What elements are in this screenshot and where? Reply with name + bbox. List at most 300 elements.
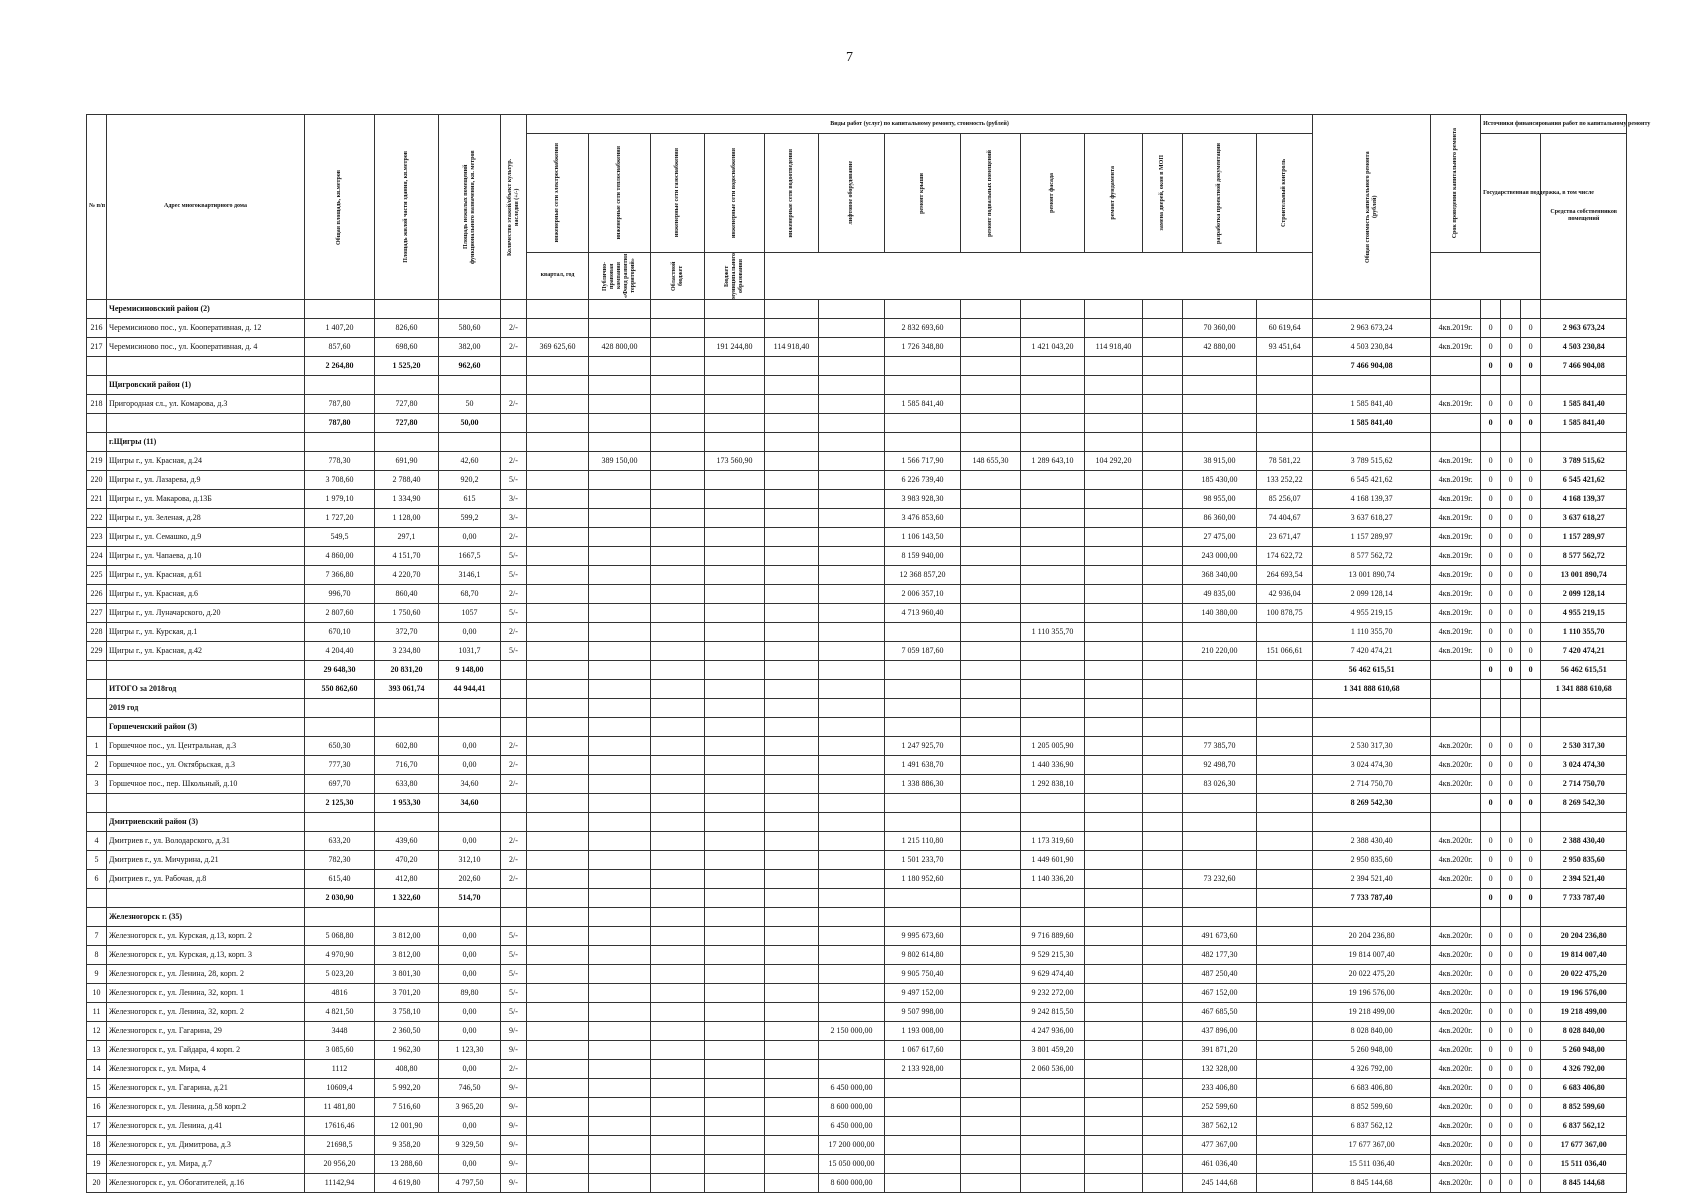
- empty-cell: [819, 717, 885, 736]
- work-cost-cell: [1143, 508, 1183, 527]
- nonres-area-cell: 42,60: [439, 451, 501, 470]
- row-num: 7: [87, 926, 107, 945]
- work-cost-cell: [819, 945, 885, 964]
- fund-1-cell: 0: [1481, 356, 1501, 375]
- work-cost-cell: [819, 831, 885, 850]
- table-row: [87, 641, 1627, 660]
- work-cost-cell: 9 716 889,60: [1021, 926, 1085, 945]
- work-cost-cell: [765, 394, 819, 413]
- nonres-area-cell: 615: [439, 489, 501, 508]
- work-cost-cell: [651, 869, 705, 888]
- work-cost-cell: [705, 774, 765, 793]
- work-cost-cell: 8 600 000,00: [819, 1097, 885, 1116]
- term-unit: квартал, год: [527, 253, 589, 300]
- fund-3-cell: 0: [1521, 318, 1541, 337]
- work-cost-cell: 92 498,70: [1183, 755, 1257, 774]
- total-cost-cell: 5 260 948,00: [1313, 1040, 1431, 1059]
- work-cost-cell: [1085, 679, 1143, 698]
- empty-cell: [305, 698, 375, 717]
- nonres-area-cell: 0,00: [439, 831, 501, 850]
- work-cost-cell: 1 421 043,20: [1021, 337, 1085, 356]
- work-cost-cell: [1085, 641, 1143, 660]
- empty-cell: [1481, 432, 1501, 451]
- work-cost-cell: [705, 831, 765, 850]
- nonres-area-cell: 1667,5: [439, 546, 501, 565]
- work-cost-cell: [651, 337, 705, 356]
- work-cost-cell: [527, 850, 589, 869]
- work-cost-cell: [961, 1078, 1021, 1097]
- work-cost-cell: [819, 527, 885, 546]
- owners-funds-cell: 6 545 421,62: [1541, 470, 1627, 489]
- empty-cell: [501, 698, 527, 717]
- col-work-6: лифтовое оборудование: [819, 134, 885, 253]
- work-cost-cell: [765, 869, 819, 888]
- living-area-cell: 1 322,60: [375, 888, 439, 907]
- owners-funds-cell: 8 845 144,68: [1541, 1173, 1627, 1192]
- owners-funds-cell: 19 814 007,40: [1541, 945, 1627, 964]
- nonres-area-cell: 1057: [439, 603, 501, 622]
- work-cost-cell: 245 144,68: [1183, 1173, 1257, 1192]
- work-cost-cell: [651, 1078, 705, 1097]
- row-num: 216: [87, 318, 107, 337]
- heritage-cell: 2/-: [501, 736, 527, 755]
- work-cost-cell: [1143, 356, 1183, 375]
- term-cell: 4кв.2020г.: [1431, 736, 1481, 755]
- owners-funds-cell: 2 388 430,40: [1541, 831, 1627, 850]
- row-num: 3: [87, 774, 107, 793]
- work-cost-cell: 9 802 614,80: [885, 945, 961, 964]
- fund-1-cell: 0: [1481, 755, 1501, 774]
- total-cost-cell: 8 845 144,68: [1313, 1173, 1431, 1192]
- work-cost-cell: [705, 1021, 765, 1040]
- capital-repair-table-sheet: [86, 114, 1651, 1193]
- empty-cell: [1257, 907, 1313, 926]
- work-cost-cell: [1021, 584, 1085, 603]
- work-cost-cell: 140 380,00: [1183, 603, 1257, 622]
- row-num: 220: [87, 470, 107, 489]
- term-cell: 4кв.2020г.: [1431, 926, 1481, 945]
- work-cost-cell: [1143, 527, 1183, 546]
- work-cost-cell: [819, 679, 885, 698]
- work-cost-cell: [819, 774, 885, 793]
- fund-1-cell: 0: [1481, 1002, 1501, 1021]
- empty-cell: [651, 432, 705, 451]
- section-row: [87, 907, 1627, 926]
- address-cell: Щигры г., ул. Луначарского, д.20: [107, 603, 305, 622]
- work-cost-cell: [1021, 793, 1085, 812]
- total-cost-cell: 8 852 599,60: [1313, 1097, 1431, 1116]
- work-cost-cell: [885, 660, 961, 679]
- work-cost-cell: 487 250,40: [1183, 964, 1257, 983]
- row-num: [87, 375, 107, 394]
- fund-2-cell: 0: [1501, 603, 1521, 622]
- col-num: № п/п: [87, 115, 107, 300]
- section-row: [87, 717, 1627, 736]
- row-num: [87, 299, 107, 318]
- work-cost-cell: [1085, 356, 1143, 375]
- work-cost-cell: [1085, 1040, 1143, 1059]
- total-cost-cell: 2 714 750,70: [1313, 774, 1431, 793]
- empty-cell: [1183, 432, 1257, 451]
- work-cost-cell: [765, 1059, 819, 1078]
- work-cost-cell: [589, 1097, 651, 1116]
- work-cost-cell: [765, 831, 819, 850]
- empty-cell: [651, 698, 705, 717]
- work-cost-cell: [1085, 622, 1143, 641]
- work-cost-cell: 9 242 815,50: [1021, 1002, 1085, 1021]
- work-cost-cell: [705, 527, 765, 546]
- work-cost-cell: [819, 1059, 885, 1078]
- total-cost-cell: 3 024 474,30: [1313, 755, 1431, 774]
- total-area-cell: 29 648,30: [305, 660, 375, 679]
- empty-cell: [1541, 717, 1627, 736]
- work-cost-cell: [819, 660, 885, 679]
- work-cost-cell: [651, 1040, 705, 1059]
- work-cost-cell: [961, 1097, 1021, 1116]
- row-num: 16: [87, 1097, 107, 1116]
- living-area-cell: 393 061,74: [375, 679, 439, 698]
- empty-cell: [1501, 299, 1521, 318]
- work-cost-cell: [1143, 622, 1183, 641]
- owners-funds-cell: 7 733 787,40: [1541, 888, 1627, 907]
- fund-1-cell: 0: [1481, 527, 1501, 546]
- row-num: 12: [87, 1021, 107, 1040]
- empty-cell: [1481, 907, 1501, 926]
- fund-2-cell: 0: [1501, 850, 1521, 869]
- empty-cell: [1521, 812, 1541, 831]
- work-cost-cell: [651, 755, 705, 774]
- empty-cell: [1257, 698, 1313, 717]
- work-cost-cell: [527, 1059, 589, 1078]
- work-cost-cell: [885, 413, 961, 432]
- row-num: 1: [87, 736, 107, 755]
- work-cost-cell: [589, 888, 651, 907]
- nonres-area-cell: 0,00: [439, 755, 501, 774]
- work-cost-cell: 74 404,67: [1257, 508, 1313, 527]
- work-cost-cell: 1 585 841,40: [885, 394, 961, 413]
- section-label: Горшеченский район (3): [107, 717, 305, 736]
- work-cost-cell: [705, 926, 765, 945]
- empty-cell: [885, 812, 961, 831]
- heritage-cell: 5/-: [501, 470, 527, 489]
- owners-funds-cell: 20 022 475,20: [1541, 964, 1627, 983]
- work-cost-cell: [961, 394, 1021, 413]
- work-cost-cell: [765, 1040, 819, 1059]
- fund-3-cell: 0: [1521, 1040, 1541, 1059]
- work-cost-cell: [527, 1135, 589, 1154]
- row-num: 19: [87, 1154, 107, 1173]
- total-cost-cell: 4 955 219,15: [1313, 603, 1431, 622]
- work-cost-cell: [1143, 489, 1183, 508]
- empty-cell: [705, 299, 765, 318]
- work-cost-cell: [651, 983, 705, 1002]
- total-cost-cell: 56 462 615,51: [1313, 660, 1431, 679]
- empty-cell: [1481, 299, 1501, 318]
- work-cost-cell: [1085, 1135, 1143, 1154]
- owners-funds-cell: 2 394 521,40: [1541, 869, 1627, 888]
- empty-cell: [1481, 698, 1501, 717]
- work-cost-cell: [1143, 546, 1183, 565]
- empty-cell: [1431, 375, 1481, 394]
- empty-cell: [501, 907, 527, 926]
- work-cost-cell: [1021, 508, 1085, 527]
- empty-cell: [961, 812, 1021, 831]
- work-cost-cell: [589, 1040, 651, 1059]
- work-cost-cell: [589, 394, 651, 413]
- living-area-cell: 3 758,10: [375, 1002, 439, 1021]
- col-work-12: разработка проектной документации: [1183, 134, 1257, 253]
- fund-1-cell: 0: [1481, 1116, 1501, 1135]
- empty-cell: [527, 698, 589, 717]
- total-area-cell: 787,80: [305, 413, 375, 432]
- work-cost-cell: [961, 318, 1021, 337]
- work-cost-cell: 173 560,90: [705, 451, 765, 470]
- nonres-area-cell: 0,00: [439, 1002, 501, 1021]
- section-label: Железногорск г. (35): [107, 907, 305, 926]
- work-cost-cell: [1257, 1154, 1313, 1173]
- owners-funds-cell: 1 110 355,70: [1541, 622, 1627, 641]
- heritage-cell: 3/-: [501, 489, 527, 508]
- col-work-4: инженерные сети водоснабжения: [705, 134, 765, 253]
- living-area-cell: 372,70: [375, 622, 439, 641]
- work-cost-cell: [1021, 1135, 1085, 1154]
- empty-cell: [527, 299, 589, 318]
- empty-cell: [961, 907, 1021, 926]
- row-num: 5: [87, 850, 107, 869]
- work-cost-cell: [1021, 1154, 1085, 1173]
- term-cell: 4кв.2019г.: [1431, 470, 1481, 489]
- work-cost-cell: [765, 755, 819, 774]
- work-cost-cell: 191 244,80: [705, 337, 765, 356]
- empty-cell: [819, 299, 885, 318]
- section-row: [87, 698, 1627, 717]
- living-area-cell: 727,80: [375, 413, 439, 432]
- work-cost-cell: [1257, 850, 1313, 869]
- work-cost-cell: [589, 603, 651, 622]
- address-cell: Горшечное пос., ул. Центральная, д.3: [107, 736, 305, 755]
- heritage-cell: 9/-: [501, 1097, 527, 1116]
- empty-cell: [1521, 432, 1541, 451]
- work-cost-cell: 77 385,70: [1183, 736, 1257, 755]
- total-cost-cell: 2 530 317,30: [1313, 736, 1431, 755]
- fund-2-cell: 0: [1501, 1078, 1521, 1097]
- total-area-cell: 2 807,60: [305, 603, 375, 622]
- fund-3-cell: 0: [1521, 1059, 1541, 1078]
- work-cost-cell: [1143, 1021, 1183, 1040]
- owners-funds-cell: 3 637 618,27: [1541, 508, 1627, 527]
- work-cost-cell: [1257, 1021, 1313, 1040]
- empty-cell: [1143, 299, 1183, 318]
- fund-2-cell: 0: [1501, 1154, 1521, 1173]
- work-cost-cell: [651, 470, 705, 489]
- work-cost-cell: [885, 888, 961, 907]
- col-address: Адрес многоквартирного дома: [107, 115, 305, 300]
- row-num: 225: [87, 565, 107, 584]
- work-cost-cell: [765, 318, 819, 337]
- work-cost-cell: [1257, 622, 1313, 641]
- term-cell: [1431, 413, 1481, 432]
- col-work-3: инженерные сети газоснабжения: [651, 134, 705, 253]
- work-cost-cell: [527, 318, 589, 337]
- total-cost-cell: 4 326 792,00: [1313, 1059, 1431, 1078]
- section-row: [87, 432, 1627, 451]
- fund-2-cell: 0: [1501, 736, 1521, 755]
- work-cost-cell: [1257, 660, 1313, 679]
- work-cost-cell: [651, 1002, 705, 1021]
- work-cost-cell: 6 226 739,40: [885, 470, 961, 489]
- heritage-cell: 9/-: [501, 1078, 527, 1097]
- work-cost-cell: [705, 679, 765, 698]
- total-cost-cell: 1 585 841,40: [1313, 394, 1431, 413]
- table-row: [87, 964, 1627, 983]
- work-cost-cell: [1257, 679, 1313, 698]
- empty-cell: [439, 812, 501, 831]
- work-cost-cell: [1143, 736, 1183, 755]
- work-cost-cell: [1085, 793, 1143, 812]
- work-cost-cell: [651, 1135, 705, 1154]
- nonres-area-cell: 0,00: [439, 926, 501, 945]
- fund-1-cell: 0: [1481, 413, 1501, 432]
- fund-1-cell: 0: [1481, 489, 1501, 508]
- work-cost-cell: [589, 945, 651, 964]
- work-cost-cell: 73 232,60: [1183, 869, 1257, 888]
- owners-funds-cell: 19 196 576,00: [1541, 983, 1627, 1002]
- fund-2-cell: 0: [1501, 660, 1521, 679]
- work-cost-cell: [819, 413, 885, 432]
- fund-2-cell: 0: [1501, 964, 1521, 983]
- work-cost-cell: [589, 793, 651, 812]
- work-cost-cell: [1143, 983, 1183, 1002]
- work-cost-cell: [1257, 926, 1313, 945]
- empty-cell: [765, 432, 819, 451]
- work-cost-cell: [819, 641, 885, 660]
- empty-cell: [961, 432, 1021, 451]
- work-cost-cell: 1 440 336,90: [1021, 755, 1085, 774]
- address-cell: Железногорск г., ул. Курская, д.13, корп. 2: [107, 926, 305, 945]
- work-cost-cell: [1143, 565, 1183, 584]
- work-cost-cell: [527, 755, 589, 774]
- work-cost-cell: [961, 945, 1021, 964]
- row-num: 10: [87, 983, 107, 1002]
- work-cost-cell: [1085, 413, 1143, 432]
- living-area-cell: 412,80: [375, 869, 439, 888]
- work-cost-cell: [1143, 1040, 1183, 1059]
- work-cost-cell: [1257, 736, 1313, 755]
- work-cost-cell: 1 289 643,10: [1021, 451, 1085, 470]
- subtotal-label: [107, 793, 305, 812]
- work-cost-cell: 98 955,00: [1183, 489, 1257, 508]
- total-cost-cell: 3 637 618,27: [1313, 508, 1431, 527]
- section-row: [87, 812, 1627, 831]
- heritage-cell: 9/-: [501, 1040, 527, 1059]
- heritage-cell: 5/-: [501, 964, 527, 983]
- living-area-cell: 633,80: [375, 774, 439, 793]
- work-cost-cell: [1143, 926, 1183, 945]
- empty-cell: [1541, 432, 1627, 451]
- work-cost-cell: [961, 489, 1021, 508]
- work-cost-cell: [1257, 888, 1313, 907]
- owners-funds-cell: 7 466 904,08: [1541, 356, 1627, 375]
- empty-cell: [439, 698, 501, 717]
- work-cost-cell: [961, 527, 1021, 546]
- work-cost-cell: [651, 888, 705, 907]
- col-total-cost: Общая стоимость капитального ремонта (рублей): [1313, 115, 1431, 300]
- owners-funds-cell: 6 683 406,80: [1541, 1078, 1627, 1097]
- work-cost-cell: [1085, 831, 1143, 850]
- empty-cell: [885, 375, 961, 394]
- owners-funds-cell: 8 028 840,00: [1541, 1021, 1627, 1040]
- living-area-cell: 3 812,00: [375, 945, 439, 964]
- work-cost-cell: 1 338 886,30: [885, 774, 961, 793]
- address-cell: Железногорск г., ул. Димитрова, д.3: [107, 1135, 305, 1154]
- work-cost-cell: [1021, 356, 1085, 375]
- fund-1-cell: 0: [1481, 1059, 1501, 1078]
- table-row: [87, 983, 1627, 1002]
- work-cost-cell: 1 449 601,90: [1021, 850, 1085, 869]
- work-cost-cell: [765, 356, 819, 375]
- work-cost-cell: [1085, 489, 1143, 508]
- work-cost-cell: 38 915,00: [1183, 451, 1257, 470]
- work-cost-cell: [527, 793, 589, 812]
- empty-cell: [1183, 907, 1257, 926]
- nonres-area-cell: 0,00: [439, 1059, 501, 1078]
- fund-3-cell: 0: [1521, 736, 1541, 755]
- nonres-area-cell: 3146,1: [439, 565, 501, 584]
- work-cost-cell: [527, 869, 589, 888]
- work-cost-cell: [1257, 413, 1313, 432]
- work-cost-cell: [589, 964, 651, 983]
- empty-cell: [1481, 717, 1501, 736]
- work-cost-cell: [961, 622, 1021, 641]
- col-fund-1: Публично-правовая компания «Фонд развития территорий»: [589, 253, 651, 300]
- heritage-cell: 9/-: [501, 1021, 527, 1040]
- work-cost-cell: [1021, 1078, 1085, 1097]
- total-cost-cell: 20 022 475,20: [1313, 964, 1431, 983]
- state-support-header: Государственная поддержка, в том числе: [1481, 134, 1541, 253]
- fund-3-cell: 0: [1521, 1173, 1541, 1192]
- table-row: [87, 1040, 1627, 1059]
- empty-cell: [589, 907, 651, 926]
- subtotal-label: [107, 660, 305, 679]
- work-cost-cell: [765, 964, 819, 983]
- work-cost-cell: [1021, 1116, 1085, 1135]
- living-area-cell: 727,80: [375, 394, 439, 413]
- table-row: [87, 869, 1627, 888]
- nonres-area-cell: 44 944,41: [439, 679, 501, 698]
- work-cost-cell: [961, 508, 1021, 527]
- heritage-cell: 2/-: [501, 318, 527, 337]
- work-cost-cell: [527, 964, 589, 983]
- nonres-area-cell: 50,00: [439, 413, 501, 432]
- empty-cell: [765, 698, 819, 717]
- total-area-cell: 3448: [305, 1021, 375, 1040]
- subtotal-row: [87, 413, 1627, 432]
- empty-cell: [885, 432, 961, 451]
- total-area-cell: 1 727,20: [305, 508, 375, 527]
- work-cost-cell: [885, 622, 961, 641]
- living-area-cell: 1 962,30: [375, 1040, 439, 1059]
- term-cell: [1431, 356, 1481, 375]
- work-cost-cell: [705, 736, 765, 755]
- fund-1-cell: [1481, 679, 1501, 698]
- total-area-cell: 2 125,30: [305, 793, 375, 812]
- work-cost-cell: [1143, 1154, 1183, 1173]
- address-cell: Железногорск г., ул. Курская, д.13, корп. 3: [107, 945, 305, 964]
- owners-funds-cell: 13 001 890,74: [1541, 565, 1627, 584]
- work-cost-cell: [961, 869, 1021, 888]
- fund-3-cell: 0: [1521, 603, 1541, 622]
- empty-cell: [1085, 299, 1143, 318]
